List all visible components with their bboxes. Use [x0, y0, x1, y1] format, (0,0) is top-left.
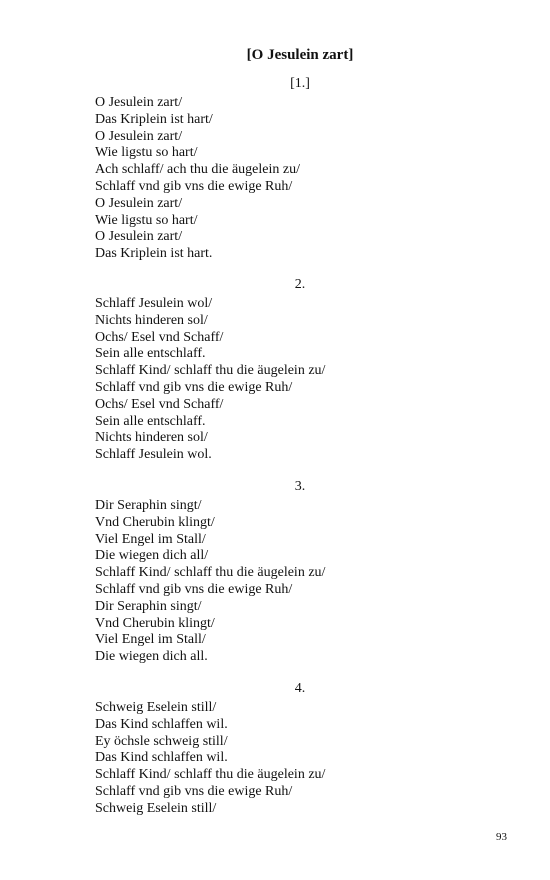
stanza-number: [1.] [290, 76, 310, 91]
verse-line: Sein alle entschlaff. [95, 346, 206, 362]
verse-line: Schlaff vnd gib vns die ewige Ruh/ [95, 783, 293, 799]
verse-line: Viel Engel im Stall/ [95, 531, 206, 547]
song-title: [O Jesulein zart] [246, 47, 354, 63]
verse-line: Schweig Eselein still/ [95, 800, 217, 816]
stanza-number: 2. [294, 277, 306, 292]
verse-line: Wie ligstu so hart/ [95, 212, 198, 228]
verse-line: Nichts hinderen sol/ [95, 312, 208, 328]
verse-line: Vnd Cherubin klingt/ [95, 615, 215, 631]
verse-line: Ochs/ Esel vnd Schaff/ [95, 396, 224, 412]
verse-line: Sein alle entschlaff. [95, 413, 206, 429]
stanza-number: 3. [294, 479, 306, 494]
verse-line: O Jesulein zart/ [95, 128, 183, 144]
stanza-lines [95, 700, 325, 818]
verse-line: Schlaff vnd gib vns die ewige Ruh/ [95, 581, 293, 597]
stanza-lines [95, 498, 325, 666]
verse-line: Die wiegen dich all/ [95, 548, 209, 564]
verse-line: Ey öchsle schweig still/ [95, 733, 228, 749]
verse-line: Das Kriplein ist hart. [95, 246, 213, 262]
verse-line: Schlaff Jesulein wol/ [95, 296, 213, 311]
stanza-number: 4. [294, 681, 306, 696]
verse-line: Die wiegen dich all. [95, 649, 208, 665]
verse-line: Dir Seraphin singt/ [95, 498, 202, 513]
verse-line: Ach schlaff/ ach thu die äugelein zu/ [95, 162, 300, 178]
verse-line: O Jesulein zart/ [95, 95, 183, 110]
verse-line: Dir Seraphin singt/ [95, 598, 202, 614]
stanza-lines [95, 296, 325, 464]
page-number: 93 [496, 831, 507, 843]
verse-line: Das Kriplein ist hart/ [95, 111, 213, 127]
verse-line: Wie ligstu so hart/ [95, 145, 198, 161]
verse-line: Schlaff Kind/ schlaff thu die äugelein zu/ [95, 767, 326, 783]
verse-line: Vnd Cherubin klingt/ [95, 514, 215, 530]
stanza-lines [95, 95, 300, 263]
verse-line: Ochs/ Esel vnd Schaff/ [95, 329, 224, 345]
verse-line: Das Kind schlaffen wil. [95, 750, 228, 766]
verse-line: Schlaff vnd gib vns die ewige Ruh/ [95, 178, 293, 194]
verse-line: Schlaff Kind/ schlaff thu die äugelein zu/ [95, 565, 326, 581]
verse-line: Schlaff Jesulein wol. [95, 447, 212, 463]
verse-line: Schweig Eselein still/ [95, 700, 217, 715]
verse-line: Schlaff Kind/ schlaff thu die äugelein zu/ [95, 363, 326, 379]
verse-line: Schlaff vnd gib vns die ewige Ruh/ [95, 379, 293, 395]
verse-line: O Jesulein zart/ [95, 195, 183, 211]
verse-line: O Jesulein zart/ [95, 229, 183, 245]
verse-line: Viel Engel im Stall/ [95, 632, 206, 648]
verse-line: Nichts hinderen sol/ [95, 430, 208, 446]
verse-line: Das Kind schlaffen wil. [95, 716, 228, 732]
